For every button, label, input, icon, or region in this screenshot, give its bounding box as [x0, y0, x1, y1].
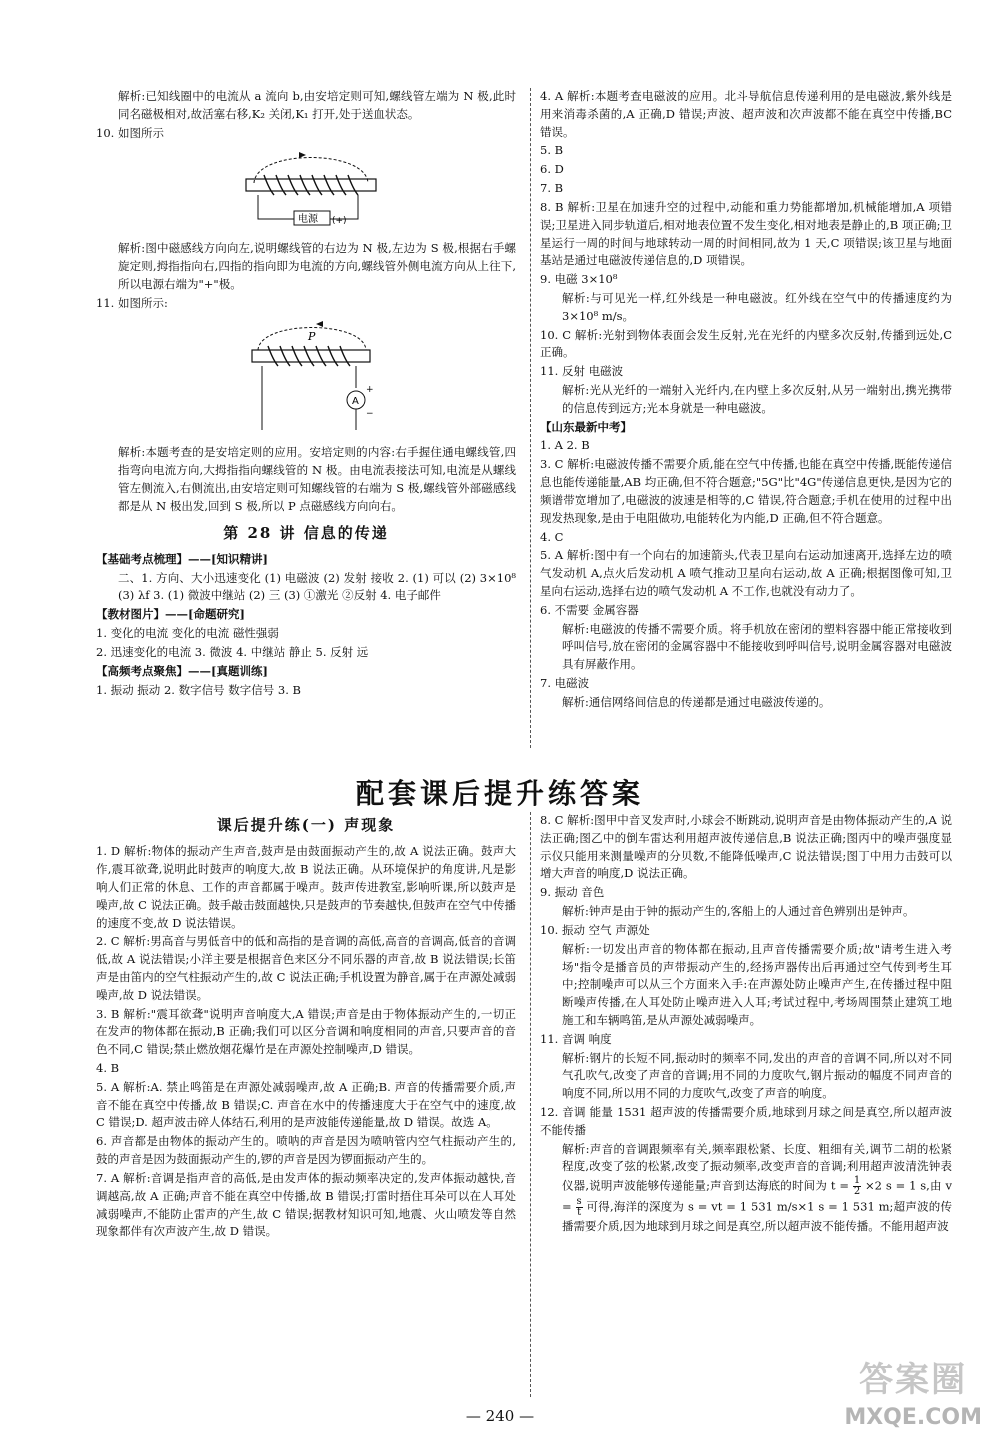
answer-6: 6. D	[540, 162, 564, 177]
watermark-en: MXQE.COM	[844, 1404, 982, 1430]
watermark-logo	[844, 1354, 982, 1435]
answer-10: 10. C 解析:光射到物体表面会发生反射,光在光纤的内壁多次反射,传播到远处,C 正确。	[540, 327, 952, 360]
exercise-5: 5. A 解析:A. 禁止鸣笛是在声源处减弱噪声,故 A 正确;B. 声音的传播需要介质,声音不能在真空中传播,故 B 错误;C. 声音在水中的传播速度大于在空气中的速度,故 C 错误;D. 超声波击碎人体结石,利用的是声波能传递能量,故 D 错误。故选 A。	[96, 1079, 516, 1130]
fraction-half-den: 2	[853, 1186, 861, 1198]
exercise-11-analysis: 解析:钢片的长短不同,振动时的频率不同,发出的声音的音调不同,所以对不同气孔吹气,改变了声音的音调;用不同的力度吹气,钢片振动的幅度不同声音的响度不同,所以用不同的力度吹气,改变了声音的响度。	[562, 1050, 952, 1101]
bottom-column-divider	[530, 812, 531, 1397]
svg-text:+: +	[366, 384, 374, 395]
section-textbook-tag: 【教材图片】——[命题研究]	[96, 607, 245, 622]
exercise-12-analysis-b: ×2 s = 1 s,由 v =	[562, 1178, 952, 1214]
exercise-6: 6. 声音都是由物体的振动产生的。喷呐的声音是因为喷呐管内空气柱振动产生的,鼓的声音是因为鼓面振动产生的,锣的声音是因为锣面振动产生的。	[96, 1134, 516, 1167]
exercise-12-analysis-a: 解析:声音的音调跟频率有关,频率跟松紧、长度、粗细有关,调节二胡的松紧程度,改变了弦的松紧,改变了振动频率,改变声音的音调;利用超声波清洗钟表仪器,说明声波能够传递能量;声音到达海底的时间为 t =	[562, 1141, 952, 1193]
solenoid-diagram-11	[246, 316, 396, 436]
shandong-7: 7. 电磁波	[540, 676, 590, 690]
figure-11	[96, 316, 516, 442]
exercise-7: 7. A 解析:音调是指声音的高低,是由发声体的振动频率决定的,发声体振动越快,音调越高,故 A 正确;声音不能在真空中传播,故 B 错误;打雷时捂住耳朵可以在人耳处减弱噪声,不能防止雷声的产生,故 C 错误;据教材知识可知,地震、火山喷发等自然现象都伴有次声波产生,故 D 错误。	[96, 1170, 516, 1239]
ammeter-label: A	[352, 395, 359, 407]
left-top-column	[96, 88, 516, 700]
shandong-1: 1. A 2. B	[540, 438, 590, 453]
fraction-s-t-den: t	[577, 1207, 582, 1219]
answer-9: 9. 电磁 3×10⁸	[540, 272, 618, 287]
solenoid-diagram-10	[236, 145, 386, 231]
shandong-tag: 【山东最新中考】	[540, 419, 632, 434]
section-textbook-line1: 1. 变化的电流 变化的电流 磁性强弱	[96, 626, 279, 641]
answer-11-analysis: 解析:光从光纤的一端射入光纤内,在内壁上多次反射,从另一端射出,携光携带的信息传到远方;光本身就是一种电磁波。	[562, 383, 952, 415]
exercise-11: 11. 音调 响度	[540, 1031, 612, 1046]
shandong-5: 5. A 解析:图中有一个向右的加速箭头,代表卫星向右运动加速离开,选择左边的喷气发动机 A,点火后发动机 A 喷气推动卫星向右运动,故 A 正确;根据图像可知,卫星向右运动,选择右边的喷气发动机 A 不工作,也就没有动力了。	[540, 548, 952, 598]
exercise-9-analysis: 解析:钟声是由于钟的振动产生的,客船上的人通过音色辨别出是钟声。	[562, 904, 915, 919]
fraction-half	[853, 1176, 861, 1197]
fraction-s-t	[576, 1197, 583, 1218]
power-source-label: 电源	[298, 214, 318, 226]
section-highfreq-tag: 【高频考点聚焦】——[真题训练]	[96, 663, 268, 678]
exercise-9: 9. 振动 音色	[540, 885, 605, 900]
section-textbook-line2: 2. 迅速变化的电流 3. 微波 4. 中继站 静止 5. 反射 远	[96, 644, 369, 659]
fraction-half-num: 1	[853, 1175, 861, 1187]
exercise-12-analysis	[540, 1141, 952, 1236]
figure-10	[96, 145, 516, 237]
exercise-10: 10. 振动 空气 声源处	[540, 922, 650, 937]
fraction-s-t-num: s	[576, 1196, 582, 1208]
exercise-10-analysis: 解析:一切发出声音的物体都在振动,且声音传播需要介质;故"请考生进入考场"指令是播音员的声带振动产生的,经扬声器传出后再通过空气传到考生耳中;控制噪声可以从三个方面来入手:在声源处防止噪声产生,在传播过程中阻断噪声传播,在人耳处防止噪声进入人耳;考试过程中,考场周围禁止建筑工地施工和车辆鸣笛,是从声源处减弱噪声。	[562, 941, 952, 1027]
point-p-label: P	[308, 329, 316, 343]
page-number: — 240 —	[465, 1407, 535, 1425]
shandong-7-analysis: 解析:通信网络间信息的传递都是通过电磁波传递的。	[562, 694, 831, 709]
lecture-28-title: 第 28 讲 信息的传递	[223, 523, 389, 542]
right-bottom-column	[540, 812, 952, 1237]
section-basic-tag: 【基础考点梳理】——[知识精讲]	[96, 551, 268, 566]
question-10-analysis: 解析:图中磁感线方向向左,说明螺线管的右边为 N 极,左边为 S 极,根据右手螺旋定则,拇指指向右,四指的指向即为电流的方向,螺线管外侧电流方向从上往下,所以电源右端为"+"极。	[118, 241, 516, 291]
prev-analysis: 解析:已知线圈中的电流从 a 流向 b,由安培定则可知,螺线管左端为 N 极,此时同名磁极相对,故活塞右移,K₂ 关闭,K₁ 打开,处于送血状态。	[118, 89, 516, 121]
shandong-4: 4. C	[540, 529, 564, 544]
answer-5: 5. B	[540, 143, 564, 158]
answer-9-analysis: 解析:与可见光一样,红外线是一种电磁波。红外线在空气中的传播速度约为 3×10⁸ m/s。	[562, 290, 952, 323]
exercise-1: 1. D 解析:物体的振动产生声音,鼓声是由鼓面振动产生的,故 A 说法正确。鼓声大作,震耳欲聋,说明此时鼓声的响度大,故 B 说法正确。从环境保护的角度讲,凡是影响人们正常的休息、工作的声音都属于噪声。鼓声传进教室,影响听课,所以鼓声是噪声,故 C 说法正确。鼓手敲击鼓面越快,只是鼓声的节奏越快,但鼓声在空气中传播的速度不变,故 D 说法错误。	[96, 844, 516, 930]
exercise-4: 4. B	[96, 1061, 120, 1075]
question-11: 11. 如图所示:	[96, 295, 168, 310]
answer-4: 4. A 解析:本题考查电磁波的应用。北斗导航信息传递利用的是电磁波,紫外线是用来消毒杀菌的,A 正确,D 错误;声波、超声波和次声波都不能在真空中传播,BC 错误。	[540, 89, 952, 139]
section-title-sound: 课后提升练(一) 声现象	[216, 816, 396, 834]
shandong-6-analysis: 解析:电磁波的传播不需要介质。将手机放在密闭的塑料容器中能正常接收到呼叫信号,放在密闭的金属容器中不能接收到呼叫信号,说明金属容器对电磁波具有屏蔽作用。	[562, 621, 952, 672]
top-column-divider	[530, 88, 531, 748]
section-highfreq-answers: 1. 振动 振动 2. 数字信号 数字信号 3. B	[96, 682, 301, 697]
polarity-label: (+)	[332, 216, 347, 227]
answer-11: 11. 反射 电磁波	[540, 364, 624, 379]
exercise-8: 8. C 解析:图甲中音叉发声时,小球会不断跳动,说明声音是由物体振动产生的,A 说法正确;图乙中的倒车雷达利用超声波传递信息,B 说法正确;图丙中的噪声强度显示仪只能用来测量噪声的分贝数,不能降低噪声,C 说法错误;图丁中用力击鼓可以增大声音的响度,D 说法正确。	[540, 813, 952, 881]
exercise-12: 12. 音调 能量 1531 超声波的传播需要介质,地球到月球之间是真空,所以超声波不能传播	[540, 1105, 952, 1137]
question-10: 10. 如图所示	[96, 125, 164, 140]
svg-text:−: −	[366, 408, 374, 419]
exercise-3: 3. B 解析:"震耳欲聋"说明声音响度大,A 错误;声音是由于物体振动产生的,一切正在发声的物体都在振动,B 正确;我们可以区分音调和响度相同的声音,只要声音的音色不同,C 错误;禁止燃放烟花爆竹是在声源处控制噪声,D 错误。	[96, 1006, 516, 1057]
main-title: 配套课后提升练答案	[355, 777, 644, 810]
exercise-12-analysis-c: 可得,海洋的深度为 s = vt = 1 531 m/s×1 s = 1 531 m;超声波的传播需要介质,因为地球到月球之间是真空,所以超声波不能传播。不能用超声波	[562, 1199, 952, 1234]
shandong-3: 3. C 解析:电磁波传播不需要介质,能在空气中传播,也能在真空中传播,既能传递信息也能传递能量,AB 均正确,但不符合题意;"5G"比"4G"传递信息更快,是因为它的频谱带宽增加了,电磁波的波速是相等的,C 错误,符合题意;手机在使用的过程中出现发热现象,是由于电阻做功,电能转化为内能,D 正确,但不符合题意。	[540, 457, 952, 525]
left-bottom-column	[96, 812, 516, 1242]
section-basic-answers: 二、1. 方向、大小迅速变化 (1) 电磁波 (2) 发射 接收 2. (1) 可以 (2) 3×10⁸ (3) λf 3. (1) 微波中继站 (2) 三 (3) ①激光 ②反射 4. 电子邮件	[118, 570, 516, 603]
shandong-6: 6. 不需要 金属容器	[540, 602, 639, 617]
answer-7: 7. B	[540, 181, 564, 196]
watermark-cn: 答案圈	[859, 1360, 968, 1401]
right-top-column	[540, 88, 952, 713]
exercise-2: 2. C 解析:男高音与男低音中的低和高指的是音调的高低,高音的音调高,低音的音调低,故 A 说法错误;小洋主要是根据音色来区分不同乐器的声音,故 B 说法错误;长笛声是由笛内的空气柱振动产生的,故 C 说法正确;手机设置为静音,属于在声源处减弱噪声,故 D 说法错误。	[96, 934, 516, 1002]
answer-8: 8. B 解析:卫星在加速升空的过程中,动能和重力势能都增加,机械能增加,A 项错误;卫星进入同步轨道后,相对地表位置不发生变化,相对地表是静止的,B 项正确;卫星运行一周的时间与地球转动一周的时间相同,故为 1 天,C 项错误;该卫星与地面基站是通过电磁波传递信息的,D 项错误。	[540, 199, 952, 268]
question-11-analysis: 解析:本题考查的是安培定则的应用。安培定则的内容:右手握住通电螺线管,四指弯向电流方向,大拇指指向螺线管的 N 极。由电流表接法可知,电流是从螺线管左侧流入,右侧流出,由安培定则可知螺线管的右端为 S 极,螺线管外部磁感线都是从 N 极出发,回到 S 极,所以 P 点磁感线方向向右。	[118, 445, 516, 513]
